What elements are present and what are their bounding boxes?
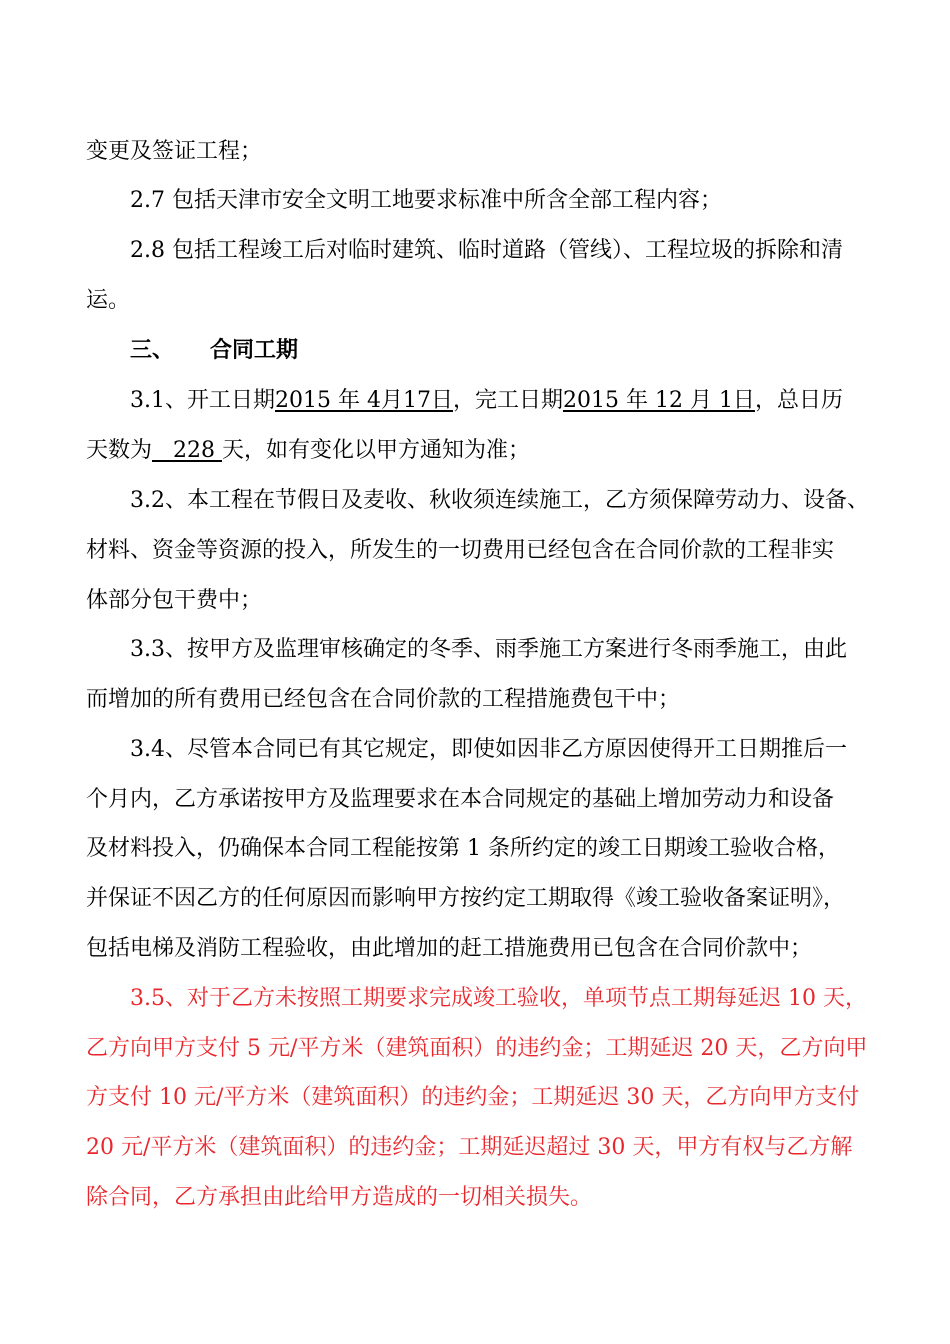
clause-3-2-line-2: 材料、资金等资源的投入，所发生的一切费用已经包含在合同价款的工程非实 (86, 538, 835, 563)
clause-2-8-line-1: 2.8 包括工程竣工后对临时建筑、临时道路（管线）、工程垃圾的拆除和清 (130, 238, 843, 263)
end-date: 2015 年 12 月 1日 (562, 388, 755, 413)
clause-text: 3.1、开工日期 (130, 388, 275, 413)
clause-3-3-line-2: 而增加的所有费用已经包含在合同价款的工程措施费包干中； (86, 687, 681, 712)
clause-3-4-line-5: 包括电梯及消防工程验收，由此增加的赶工措施费用已包含在合同价款中； (86, 936, 813, 961)
clause-3-5-line-5: 除合同，乙方承担由此给甲方造成的一切相关损失。 (86, 1185, 593, 1210)
clause-2-8-line-2: 运。 (86, 288, 131, 313)
clause-2-7: 2.7 包括天津市安全文明工地要求标准中所含全部工程内容； (130, 188, 722, 213)
clause-3-2-line-3: 体部分包干费中； (86, 588, 263, 613)
clause-text: ，完工日期 (452, 388, 563, 413)
section-number: 三、 (130, 338, 175, 363)
clause-3-4-line-4: 并保证不因乙方的任何原因而影响甲方按约定工期取得《竣工验收备案证明》， (86, 886, 846, 911)
clause-3-4-line-1: 3.4、尽管本合同已有其它规定，即使如因非乙方原因使得开工日期推后一 (130, 737, 847, 762)
clause-3-5-line-4: 20 元/平方米（建筑面积）的违约金；工期延迟超过 30 天，甲方有权与乙方解 (86, 1135, 853, 1160)
paragraph-line: 变更及签证工程； (86, 139, 263, 164)
clause-text: 天数为 (86, 438, 153, 463)
calendar-days: 228 (152, 438, 222, 463)
clause-3-5-line-1: 3.5、对于乙方未按照工期要求完成竣工验收，单项节点工期每延迟 10 天， (130, 986, 867, 1011)
clause-text: 天，如有变化以甲方通知为准； (221, 438, 530, 463)
clause-3-1-line-1 (130, 386, 843, 416)
clause-3-1-line-2 (86, 436, 530, 466)
clause-3-5-line-3: 方支付 10 元/平方米（建筑面积）的违约金；工期延迟 30 天，乙方向甲方支付 (86, 1085, 860, 1110)
clause-3-2-line-1: 3.2、本工程在节假日及麦收、秋收须连续施工，乙方须保障劳动力、设备、 (130, 488, 869, 513)
section-heading (130, 336, 298, 366)
clause-3-4-line-2: 个月内，乙方承诺按甲方及监理要求在本合同规定的基础上增加劳动力和设备 (86, 787, 835, 812)
clause-3-4-line-3: 及材料投入，仍确保本合同工程能按第 1 条所约定的竣工日期竣工验收合格， (86, 836, 840, 861)
clause-text: ，总日历 (754, 388, 843, 413)
section-title: 合同工期 (210, 338, 299, 363)
clause-3-3-line-1: 3.3、按甲方及监理审核确定的冬季、雨季施工方案进行冬雨季施工，由此 (130, 637, 847, 662)
start-date: 2015 年 4月17日 (275, 388, 453, 413)
clause-3-5-line-2: 乙方向甲方支付 5 元/平方米（建筑面积）的违约金；工期延迟 20 天，乙方向甲 (86, 1036, 868, 1061)
